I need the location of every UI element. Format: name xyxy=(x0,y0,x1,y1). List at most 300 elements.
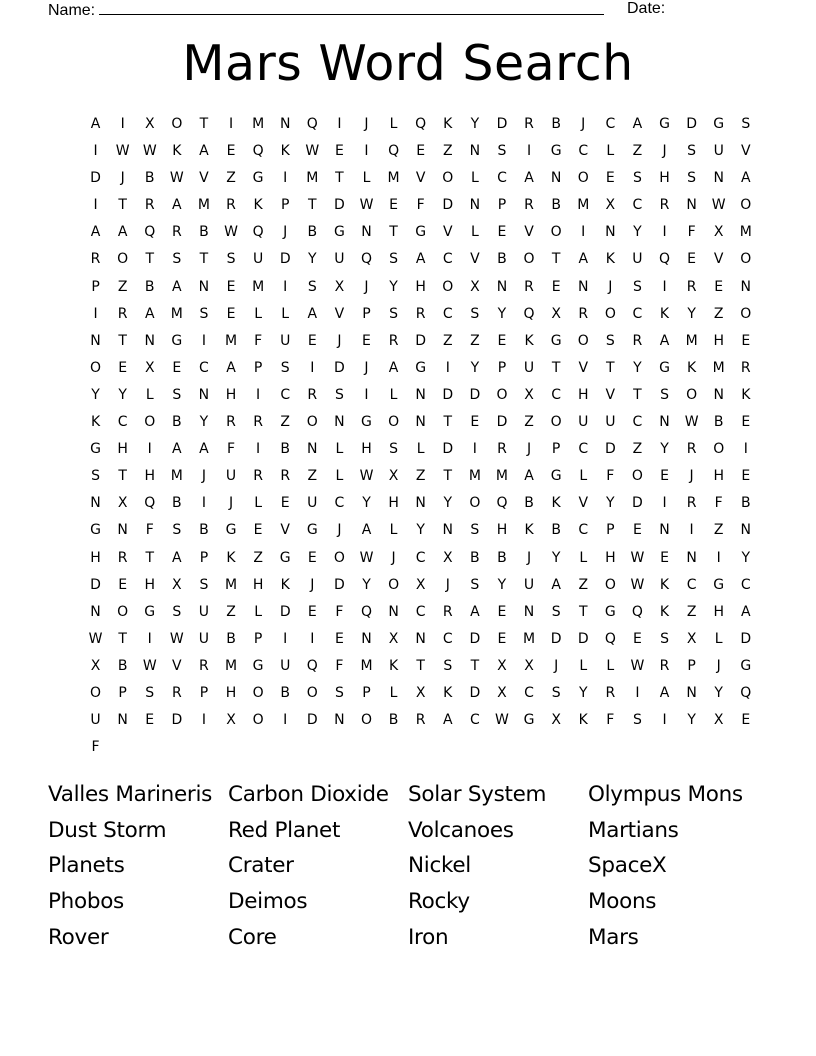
grid-cell: O xyxy=(171,116,183,132)
grid-cell: K xyxy=(443,116,453,132)
grid-cell: K xyxy=(659,603,670,620)
grid-cell: R xyxy=(524,197,534,214)
grid-cell: E xyxy=(632,522,642,539)
grid-cell: O xyxy=(90,684,102,701)
grid-cell: C xyxy=(551,386,562,403)
grid-cell: Y xyxy=(362,576,371,593)
grid-cell: W xyxy=(169,170,184,187)
grid-cell: R xyxy=(226,414,236,431)
grid-cell: P xyxy=(199,549,209,566)
grid-cell: N xyxy=(198,278,210,295)
grid-cell: A xyxy=(172,197,182,214)
grid-cell: H xyxy=(605,549,616,566)
grid-cell: O xyxy=(740,305,752,322)
grid-cell: D xyxy=(279,603,291,620)
grid-cell: O xyxy=(442,170,454,187)
date-field[interactable] xyxy=(627,0,665,18)
grid-cell: M xyxy=(197,197,210,214)
grid-cell: I xyxy=(526,143,532,160)
grid-cell: D xyxy=(632,495,643,512)
grid-cell: F xyxy=(606,468,615,485)
grid-cell: Y xyxy=(660,441,669,458)
grid-cell: J xyxy=(364,278,369,295)
grid-cell: R xyxy=(524,278,534,295)
grid-cell: H xyxy=(117,441,128,458)
grid-cell: B xyxy=(713,414,724,431)
grid-cell: G xyxy=(659,359,670,376)
grid-cell: J xyxy=(662,143,667,160)
grid-cell: S xyxy=(470,576,480,593)
grid-cell: D xyxy=(415,332,427,349)
grid-cell: B xyxy=(470,549,480,566)
grid-cell: O xyxy=(550,414,562,431)
grid-cell: D xyxy=(334,576,345,593)
grid-cell: O xyxy=(713,441,725,458)
grid-cell: O xyxy=(252,712,264,729)
grid-cell: O xyxy=(740,197,752,214)
grid-cell: D xyxy=(442,386,454,403)
grid-cell: I xyxy=(662,495,667,512)
grid-cell: U xyxy=(90,712,101,729)
grid-cell: Y xyxy=(551,549,561,566)
grid-cell: J xyxy=(554,657,559,674)
grid-cell: R xyxy=(442,603,453,620)
grid-cell: Z xyxy=(442,143,453,160)
grid-cell: I xyxy=(256,386,261,403)
grid-cell: S xyxy=(226,251,236,268)
grid-cell: T xyxy=(308,197,317,214)
word-list-item: Moons xyxy=(588,889,657,915)
grid-cell: K xyxy=(280,143,290,160)
grid-cell: U xyxy=(632,251,643,268)
grid-cell: C xyxy=(497,170,507,187)
grid-cell: B xyxy=(551,522,561,539)
grid-cell: M xyxy=(577,197,590,214)
grid-cell: W xyxy=(630,549,645,566)
grid-cell: I xyxy=(310,630,315,647)
grid-cell: E xyxy=(551,278,561,295)
grid-cell: H xyxy=(252,576,264,593)
grid-cell: C xyxy=(334,495,345,512)
grid-cell: X xyxy=(172,576,182,593)
grid-cell: W xyxy=(115,143,130,160)
grid-cell: S xyxy=(470,522,480,539)
grid-cell: A xyxy=(144,305,155,322)
grid-cell: L xyxy=(714,630,723,647)
grid-cell: S xyxy=(172,386,182,403)
grid-cell: I xyxy=(472,441,477,458)
grid-cell: D xyxy=(334,197,345,214)
grid-cell: Q xyxy=(388,143,400,160)
grid-cell: X xyxy=(90,657,101,674)
grid-cell: K xyxy=(687,359,697,376)
grid-cell: S xyxy=(389,441,399,458)
grid-cell: N xyxy=(659,522,670,539)
grid-cell: U xyxy=(280,332,291,349)
grid-cell: X xyxy=(497,657,507,674)
word-list xyxy=(48,780,768,958)
grid-cell: A xyxy=(117,224,128,241)
grid-cell: E xyxy=(307,332,317,349)
grid-cell: G xyxy=(550,468,562,485)
grid-cell: I xyxy=(147,630,152,647)
word-list-item: Mars xyxy=(588,924,639,950)
grid-cell: N xyxy=(361,630,372,647)
grid-cell: E xyxy=(389,197,398,214)
grid-cell: W xyxy=(224,224,238,241)
grid-cell: X xyxy=(388,468,399,485)
grid-cell: M xyxy=(712,359,725,376)
grid-cell: Y xyxy=(687,305,696,322)
grid-cell: T xyxy=(606,359,615,376)
grid-cell: N xyxy=(523,603,535,620)
grid-cell: N xyxy=(605,224,616,241)
name-blank-line[interactable] xyxy=(99,0,604,15)
grid-cell: Y xyxy=(199,414,209,431)
grid-cell: O xyxy=(388,576,400,593)
grid-cell: S xyxy=(443,657,453,674)
grid-cell: X xyxy=(497,684,507,701)
grid-cell: S xyxy=(307,278,317,295)
grid-cell: N xyxy=(388,603,399,620)
grid-cell: Q xyxy=(252,224,264,241)
grid-cell: C xyxy=(415,549,426,566)
grid-cell: A xyxy=(226,359,236,376)
grid-cell: P xyxy=(362,684,371,701)
grid-cell: N xyxy=(469,143,481,160)
grid-cell: A xyxy=(172,441,182,458)
grid-cell: B xyxy=(226,630,236,647)
grid-cell: T xyxy=(443,468,453,485)
grid-cell: A xyxy=(442,712,453,729)
grid-cell: S xyxy=(632,712,642,729)
grid-cell: L xyxy=(606,657,615,674)
grid-cell: A xyxy=(659,684,670,701)
grid-cell: V xyxy=(470,251,480,268)
grid-cell: X xyxy=(144,116,155,132)
grid-cell: B xyxy=(117,657,128,674)
grid-cell: G xyxy=(333,224,345,241)
grid-cell: Y xyxy=(687,712,696,729)
grid-cell: I xyxy=(662,278,667,295)
grid-cell: C xyxy=(469,712,480,729)
grid-cell: R xyxy=(605,684,616,701)
grid-cell: M xyxy=(685,332,698,349)
grid-cell: R xyxy=(632,332,643,349)
grid-cell: Y xyxy=(741,549,751,566)
grid-cell: B xyxy=(199,224,209,241)
grid-cell: N xyxy=(713,170,724,187)
letter-grid xyxy=(82,113,759,763)
grid-cell: R xyxy=(524,116,534,132)
grid-cell: C xyxy=(740,576,751,593)
grid-cell: N xyxy=(740,278,752,295)
grid-cell: Y xyxy=(578,684,588,701)
grid-cell: Y xyxy=(389,278,398,295)
grid-cell: A xyxy=(632,116,643,132)
grid-cell: G xyxy=(415,359,427,376)
word-list-item: Dust Storm xyxy=(48,817,167,843)
grid-cell: X xyxy=(524,657,534,674)
grid-cell: E xyxy=(334,630,344,647)
grid-cell: U xyxy=(225,468,237,485)
word-list-item: Carbon Dioxide xyxy=(228,782,389,807)
grid-cell: Q xyxy=(740,684,752,701)
grid-cell: M xyxy=(170,305,183,322)
grid-cell: T xyxy=(470,657,480,674)
grid-cell: H xyxy=(577,386,589,403)
grid-cell: K xyxy=(172,143,182,160)
grid-cell: A xyxy=(307,305,318,322)
grid-cell: Y xyxy=(497,576,507,593)
grid-cell: U xyxy=(605,414,616,431)
grid-cell: O xyxy=(117,603,129,620)
grid-cell: G xyxy=(550,332,562,349)
grid-cell: F xyxy=(226,441,236,458)
grid-cell: O xyxy=(496,386,508,403)
grid-cell: R xyxy=(659,657,670,674)
grid-cell: I xyxy=(662,712,667,729)
grid-cell: R xyxy=(253,468,263,485)
grid-cell: S xyxy=(334,386,344,403)
grid-cell: V xyxy=(524,224,534,241)
grid-cell: T xyxy=(551,359,561,376)
grid-cell: I xyxy=(364,143,369,160)
name-field[interactable] xyxy=(48,0,604,20)
grid-cell: X xyxy=(470,278,480,295)
grid-cell: I xyxy=(93,305,98,322)
grid-cell: V xyxy=(605,386,616,403)
word-list-item: Rover xyxy=(48,924,109,950)
grid-cell: J xyxy=(581,116,586,132)
grid-cell: E xyxy=(660,468,669,485)
grid-cell: K xyxy=(253,197,263,214)
grid-cell: H xyxy=(713,603,724,620)
grid-cell: I xyxy=(228,116,234,132)
grid-cell: T xyxy=(199,116,209,132)
grid-cell: M xyxy=(252,116,265,132)
grid-cell: G xyxy=(306,522,318,539)
grid-cell: T xyxy=(118,197,127,214)
grid-cell: X xyxy=(144,359,155,376)
grid-cell: T xyxy=(145,549,155,566)
grid-cell: T xyxy=(551,251,561,268)
grid-cell: E xyxy=(687,251,697,268)
word-list-item: Volcanoes xyxy=(408,817,514,843)
grid-cell: I xyxy=(283,278,288,295)
grid-cell: K xyxy=(605,251,615,268)
grid-cell: Y xyxy=(416,522,425,539)
grid-cell: B xyxy=(307,224,318,241)
grid-cell: G xyxy=(279,549,291,566)
grid-cell: S xyxy=(389,251,399,268)
grid-cell: A xyxy=(199,441,209,458)
grid-cell: E xyxy=(226,278,236,295)
grid-cell: Z xyxy=(524,414,534,431)
grid-cell: F xyxy=(335,603,344,620)
grid-cell: O xyxy=(631,468,643,485)
grid-cell: B xyxy=(144,278,155,295)
grid-cell: W xyxy=(88,630,103,647)
grid-cell: C xyxy=(632,305,643,322)
grid-cell: X xyxy=(713,712,724,729)
word-list-item: Nickel xyxy=(408,853,471,879)
grid-cell: R xyxy=(117,549,128,566)
grid-cell: N xyxy=(415,386,426,403)
grid-cell: T xyxy=(578,603,588,620)
word-list-item: SpaceX xyxy=(588,853,667,879)
grid-cell: Q xyxy=(306,657,318,674)
grid-cell: M xyxy=(739,224,752,241)
grid-cell: M xyxy=(306,170,319,187)
word-list-item: Phobos xyxy=(48,889,124,915)
grid-cell: N xyxy=(740,522,752,539)
grid-cell: J xyxy=(337,332,342,349)
grid-cell: O xyxy=(252,684,264,701)
grid-cell: I xyxy=(581,224,586,241)
grid-cell: L xyxy=(389,386,398,403)
grid-cell: N xyxy=(577,278,589,295)
grid-cell: N xyxy=(713,386,724,403)
grid-cell: C xyxy=(524,684,534,701)
grid-cell: O xyxy=(117,251,129,268)
grid-cell: I xyxy=(201,332,206,349)
grid-cell: H xyxy=(90,549,101,566)
word-list-item: Rocky xyxy=(408,889,470,915)
grid-cell: J xyxy=(283,224,288,241)
grid-cell: N xyxy=(415,495,426,512)
grid-cell: B xyxy=(144,170,155,187)
grid-cell: Y xyxy=(470,116,480,132)
grid-cell: L xyxy=(579,549,588,566)
grid-cell: M xyxy=(224,657,238,674)
grid-cell: H xyxy=(659,170,670,187)
grid-cell: G xyxy=(90,441,101,458)
grid-cell: C xyxy=(632,197,643,214)
grid-cell: O xyxy=(523,251,535,268)
grid-cell: S xyxy=(632,278,642,295)
grid-cell: Y xyxy=(633,224,642,241)
grid-cell: R xyxy=(144,197,155,214)
grid-cell: X xyxy=(334,278,345,295)
grid-cell: Z xyxy=(470,332,480,349)
grid-cell: P xyxy=(606,522,615,539)
grid-cell: N xyxy=(334,414,345,431)
grid-cell: T xyxy=(118,630,127,647)
grid-cell: A xyxy=(741,603,751,620)
grid-cell: U xyxy=(307,495,318,512)
grid-cell: T xyxy=(443,414,453,431)
grid-cell: W xyxy=(142,657,157,674)
grid-cell: S xyxy=(334,684,344,701)
grid-cell: J xyxy=(391,549,396,566)
grid-cell: R xyxy=(307,386,318,403)
grid-cell: A xyxy=(741,170,751,187)
grid-cell: C xyxy=(578,522,589,539)
grid-cell: A xyxy=(388,359,399,376)
grid-cell: Q xyxy=(604,630,616,647)
grid-cell: I xyxy=(201,495,206,512)
grid-cell: R xyxy=(280,468,291,485)
grid-cell: Z xyxy=(117,278,128,295)
grid-cell: D xyxy=(306,712,318,729)
grid-cell: L xyxy=(254,305,263,322)
grid-cell: I xyxy=(689,522,694,539)
grid-cell: Q xyxy=(415,116,427,132)
grid-cell: C xyxy=(415,603,426,620)
grid-cell: N xyxy=(279,116,291,132)
grid-cell: V xyxy=(172,657,182,674)
grid-cell: D xyxy=(442,197,454,214)
grid-cell: N xyxy=(90,603,101,620)
grid-cell: E xyxy=(118,576,128,593)
grid-cell: G xyxy=(90,522,101,539)
grid-cell: O xyxy=(360,712,372,729)
grid-cell: M xyxy=(170,468,183,485)
grid-cell: P xyxy=(253,630,263,647)
grid-cell: X xyxy=(117,495,128,512)
grid-cell: X xyxy=(551,712,561,729)
grid-cell: L xyxy=(579,657,588,674)
word-list-item: Solar System xyxy=(408,782,547,807)
grid-cell: K xyxy=(659,305,670,322)
grid-cell: X xyxy=(415,576,426,593)
grid-cell: I xyxy=(283,170,288,187)
grid-cell: A xyxy=(578,251,589,268)
grid-cell: C xyxy=(117,414,128,431)
grid-cell: J xyxy=(364,116,369,132)
grid-cell: E xyxy=(660,549,669,566)
grid-cell: V xyxy=(334,305,345,322)
grid-cell: P xyxy=(199,684,209,701)
grid-cell: J xyxy=(526,549,532,566)
grid-cell: U xyxy=(523,576,535,593)
grid-cell: Z xyxy=(307,468,318,485)
grid-cell: P xyxy=(497,197,507,214)
grid-cell: R xyxy=(253,414,263,431)
grid-cell: N xyxy=(361,224,372,241)
grid-cell: I xyxy=(120,116,125,132)
grid-cell: Z xyxy=(226,170,236,187)
grid-cell: J xyxy=(716,657,721,674)
grid-cell: L xyxy=(281,305,290,322)
grid-cell: S xyxy=(497,143,507,160)
grid-cell: R xyxy=(388,332,399,349)
grid-cell: L xyxy=(362,170,371,187)
grid-cell: L xyxy=(254,495,263,512)
grid-cell: V xyxy=(442,224,453,241)
word-list-item: Crater xyxy=(228,853,294,879)
grid-cell: H xyxy=(361,441,372,458)
grid-cell: V xyxy=(713,251,724,268)
grid-cell: E xyxy=(497,332,507,349)
grid-cell: L xyxy=(470,170,479,187)
grid-cell: R xyxy=(90,251,101,268)
grid-cell: D xyxy=(469,386,481,403)
grid-cell: G xyxy=(550,143,562,160)
grid-cell: G xyxy=(659,116,670,132)
grid-cell: V xyxy=(280,522,290,539)
grid-cell: K xyxy=(226,549,236,566)
grid-cell: A xyxy=(524,170,534,187)
grid-cell: S xyxy=(605,332,615,349)
word-list-item: Core xyxy=(228,924,277,950)
grid-cell: J xyxy=(608,278,613,295)
grid-cell: Y xyxy=(714,684,723,701)
grid-cell: G xyxy=(361,414,372,431)
grid-cell: C xyxy=(605,116,616,132)
grid-cell: H xyxy=(225,386,237,403)
